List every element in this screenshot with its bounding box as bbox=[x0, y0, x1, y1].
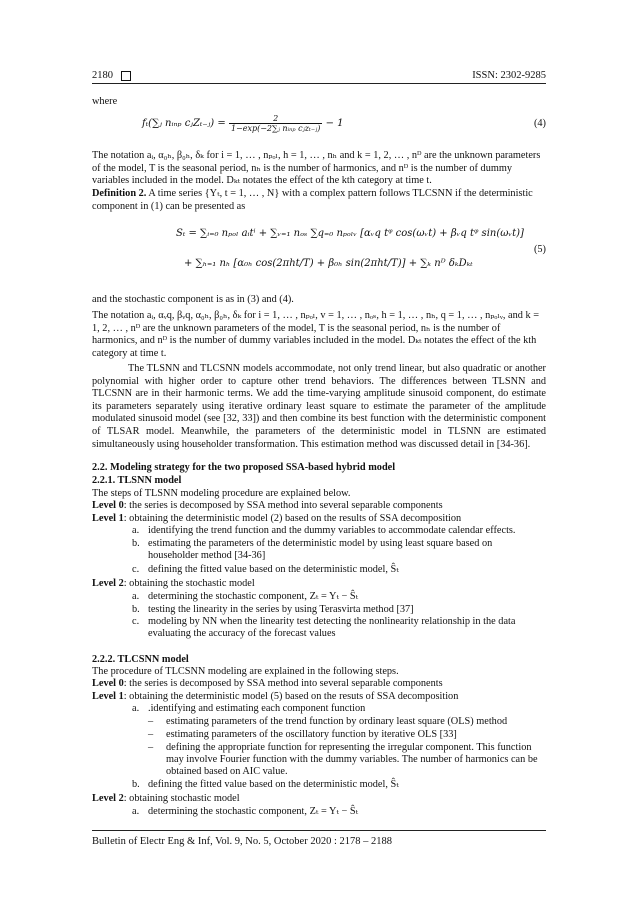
list-item bbox=[132, 703, 586, 716]
stochastic-line: and the stochastic component is as in (3) and (4). bbox=[92, 294, 294, 305]
header-left bbox=[92, 70, 131, 81]
list-text: evaluating the accuracy of the forecast values bbox=[148, 628, 336, 639]
section-2-2-1-heading: 2.2.1. TLSNN model bbox=[92, 475, 182, 486]
equation-4 bbox=[142, 114, 343, 133]
issn: ISSN: 2302-9285 bbox=[472, 70, 546, 81]
tlcsnn-level-2 bbox=[92, 793, 546, 806]
list-item bbox=[132, 628, 586, 641]
models-paragraph: The TLSNN and TLCSNN models accommodate, not only trend linear, but also quadratic or another polynomial with higher order to capture other trend behaviors. The differences between TLSNN and TLCSNN are in their harmonic terms. We add the time-varying amplitude sinusoid component, do estimate its parameters separately using iterative ordinary least square to estimate the parameter of the amplitude modulated sinusoid model (see [32, 33]) and then combine its best function with the deterministic component of TLSAR model. Meanwhile, the parameters of the deterministic model in TLSNN are estimated simultaneously using householder transformation. This estimation method was discussed detail in [34-36]. bbox=[92, 363, 546, 450]
list-item bbox=[132, 564, 586, 577]
dash-item bbox=[148, 729, 602, 742]
list-text: householder method [34-36] bbox=[148, 550, 266, 561]
list-item bbox=[132, 806, 586, 819]
eq5-number: (5) bbox=[533, 244, 546, 255]
page-number: 2180 bbox=[92, 70, 113, 81]
dash-text: estimating parameters of the oscillatory function by iterative OLS [33] bbox=[166, 729, 457, 740]
level-label: Level 1 bbox=[92, 691, 124, 702]
list-item bbox=[132, 604, 586, 617]
notation-paragraph-2 bbox=[92, 310, 546, 360]
level-text: : obtaining the deterministic model (2) based on the results of SSA decomposition bbox=[123, 513, 462, 524]
text-line: of the model, T is the seasonal period, nₕ is the number of harmonics, and nᴰ is the number of dummy bbox=[92, 162, 513, 174]
level-label: Level 2 bbox=[92, 578, 124, 589]
text-line: The notation aᵢ, α₀ₕ, β₀ₕ, δₖ for i = 1, … , nₚₒₗ, h = 1, … , nₕ and k = 1, 2, … , nᴰ are the unknown parameters bbox=[92, 150, 541, 161]
header-rule bbox=[92, 83, 546, 84]
list-text: determining the stochastic component, Zₜ = Yₜ − Ŝₜ bbox=[148, 806, 359, 817]
text-line: category at time t. bbox=[92, 347, 167, 359]
notation-paragraph-1 bbox=[92, 150, 546, 188]
dash-marker: – bbox=[148, 716, 154, 727]
dash-continuation: may involve Fourier function with the dummy variables. The number of harmonics can be bbox=[166, 754, 538, 765]
list-text: identifying the trend function and the dummy variables to accommodate calendar effects. bbox=[148, 525, 516, 536]
box-icon bbox=[121, 71, 131, 81]
page-header bbox=[92, 70, 546, 81]
list-item bbox=[132, 779, 586, 792]
tlsnn-intro: The steps of TLSNN modeling procedure are explained below. bbox=[92, 488, 351, 499]
section-2-2-heading: 2.2. Modeling strategy for the two proposed SSA-based hybrid model bbox=[92, 462, 396, 473]
level-label: Level 0 bbox=[92, 500, 124, 511]
text-line: 1, 2, … , nᴰ are the unknown parameters of the model, T is the seasonal period, nₕ is the number of bbox=[92, 322, 501, 334]
list-marker: b. bbox=[132, 779, 140, 790]
eq5-line1: Sₜ = ∑ᵢ₌₀ nₚₒₗ aᵢtⁱ + ∑ᵥ₌₁ nₒₛ ∑q₌₀ nₚₒₗᵥ [αᵥq tᵠ cos(ωᵥt) + βᵥq tᵠ sin(ωᵥt)] bbox=[176, 228, 524, 239]
list-marker: c. bbox=[132, 616, 140, 627]
list-text: defining the fitted value based on the deterministic model, Ŝₜ bbox=[148, 779, 399, 790]
text-line: The notation aᵢ, αᵥq, βᵥq, α₀ₕ, β₀ₕ, δₖ for i = 1, … , nₚₒₗ, v = 1, … , nₒₛ, h = 1, … , nₕ, q = 1, … , nₚₒₗᵥ, and k = bbox=[92, 310, 540, 321]
list-item bbox=[132, 550, 586, 563]
level-label: Level 1 bbox=[92, 513, 124, 524]
level-label: Level 2 bbox=[92, 793, 124, 804]
list-item bbox=[132, 616, 586, 629]
level-text: : obtaining stochastic model bbox=[123, 793, 240, 804]
tlsnn-level-2 bbox=[92, 578, 546, 591]
text-line: harmonics, and nᴰ is the number of dummy variables included in the model. Dₖₜ notates the effect of the kth bbox=[92, 335, 537, 347]
where-label: where bbox=[92, 96, 118, 107]
list-text: modeling by NN when the linearity test detecting the nonlinearity relationship in the data bbox=[148, 616, 516, 627]
list-marker: c. bbox=[132, 564, 140, 575]
eq4-numerator: 2 bbox=[229, 114, 322, 124]
tlcsnn-level-0 bbox=[92, 678, 546, 691]
list-marker: b. bbox=[132, 604, 140, 615]
list-marker: a. bbox=[132, 525, 140, 536]
dash-marker: – bbox=[148, 729, 154, 740]
level-text: : the series is decomposed by SSA method into several separable components bbox=[123, 678, 443, 689]
dash-item bbox=[148, 742, 602, 755]
level-label: Level 0 bbox=[92, 678, 124, 689]
text-line: A time series {Yₜ, t = 1, … , N} with a complex pattern follows TLCSNN if the deterministic bbox=[146, 188, 533, 199]
eq4-lhs: fₜ(∑ⱼ nᵢₙₚ cⱼZₜ₋ⱼ) = bbox=[142, 118, 226, 129]
tlcsnn-intro: The procedure of TLCSNN modeling are explained in the following steps. bbox=[92, 666, 399, 677]
eq4-number: (4) bbox=[533, 118, 546, 129]
tlsnn-level-1 bbox=[92, 513, 546, 526]
level-text: : the series is decomposed by SSA method into several separable components bbox=[123, 500, 443, 511]
list-item bbox=[132, 538, 586, 551]
list-text: defining the fitted value based on the deterministic model, Ŝₜ bbox=[148, 564, 399, 575]
list-item bbox=[132, 525, 586, 538]
list-marker: a. bbox=[132, 806, 140, 817]
eq5-line2: + ∑ₕ₌₁ nₕ [α₀ₕ cos(2πht/T) + β₀ₕ sin(2πht/T)] + ∑ₖ nᴰ δₖDₖₜ bbox=[184, 258, 473, 269]
definition-2 bbox=[92, 188, 546, 213]
level-text: : obtaining the deterministic model (5) based on the resuts of SSA decomposition bbox=[123, 691, 459, 702]
list-text: determining the stochastic component, Zₜ = Yₜ − Ŝₜ bbox=[148, 591, 359, 602]
footer-rule bbox=[92, 830, 546, 831]
definition-label: Definition 2. bbox=[92, 188, 147, 199]
list-item bbox=[132, 591, 586, 604]
list-marker: a. bbox=[132, 703, 140, 714]
section-2-2-2-heading: 2.2.2. TLCSNN model bbox=[92, 654, 189, 665]
list-text: estimating the parameters of the deterministic model by using least square based on bbox=[148, 538, 493, 549]
dash-continuation: obtained based on AIC value. bbox=[166, 766, 288, 777]
dash-marker: – bbox=[148, 742, 154, 753]
list-marker: b. bbox=[132, 538, 140, 549]
dash-text: estimating parameters of the trend function by ordinary least square (OLS) method bbox=[166, 716, 508, 727]
tlsnn-level-0 bbox=[92, 500, 546, 513]
text-line: component in (1) can be presented as bbox=[92, 200, 246, 212]
dash-item bbox=[148, 716, 602, 729]
eq4-denominator: 1−exp(−2∑ⱼ nᵢₙₚ cⱼzₜ₋ⱼ) bbox=[230, 124, 321, 133]
eq4-tail: − 1 bbox=[325, 118, 344, 129]
footer-citation: Bulletin of Electr Eng & Inf, Vol. 9, No. 5, October 2020 : 2178 – 2188 bbox=[92, 836, 392, 847]
dash-text: defining the appropriate function for representing the irregular component. This function bbox=[166, 742, 532, 753]
eq4-fraction bbox=[229, 114, 322, 133]
list-text: testing the linearity in the series by using Terasvirta method [37] bbox=[148, 604, 414, 615]
text-line: variables included in the model. Dₖₜ notates the effect of the kth category at time t. bbox=[92, 175, 432, 187]
level-text: : obtaining the stochastic model bbox=[123, 578, 255, 589]
list-text: .identifying and estimating each component function bbox=[148, 703, 366, 714]
list-marker: a. bbox=[132, 591, 140, 602]
tlcsnn-level-1 bbox=[92, 691, 546, 704]
